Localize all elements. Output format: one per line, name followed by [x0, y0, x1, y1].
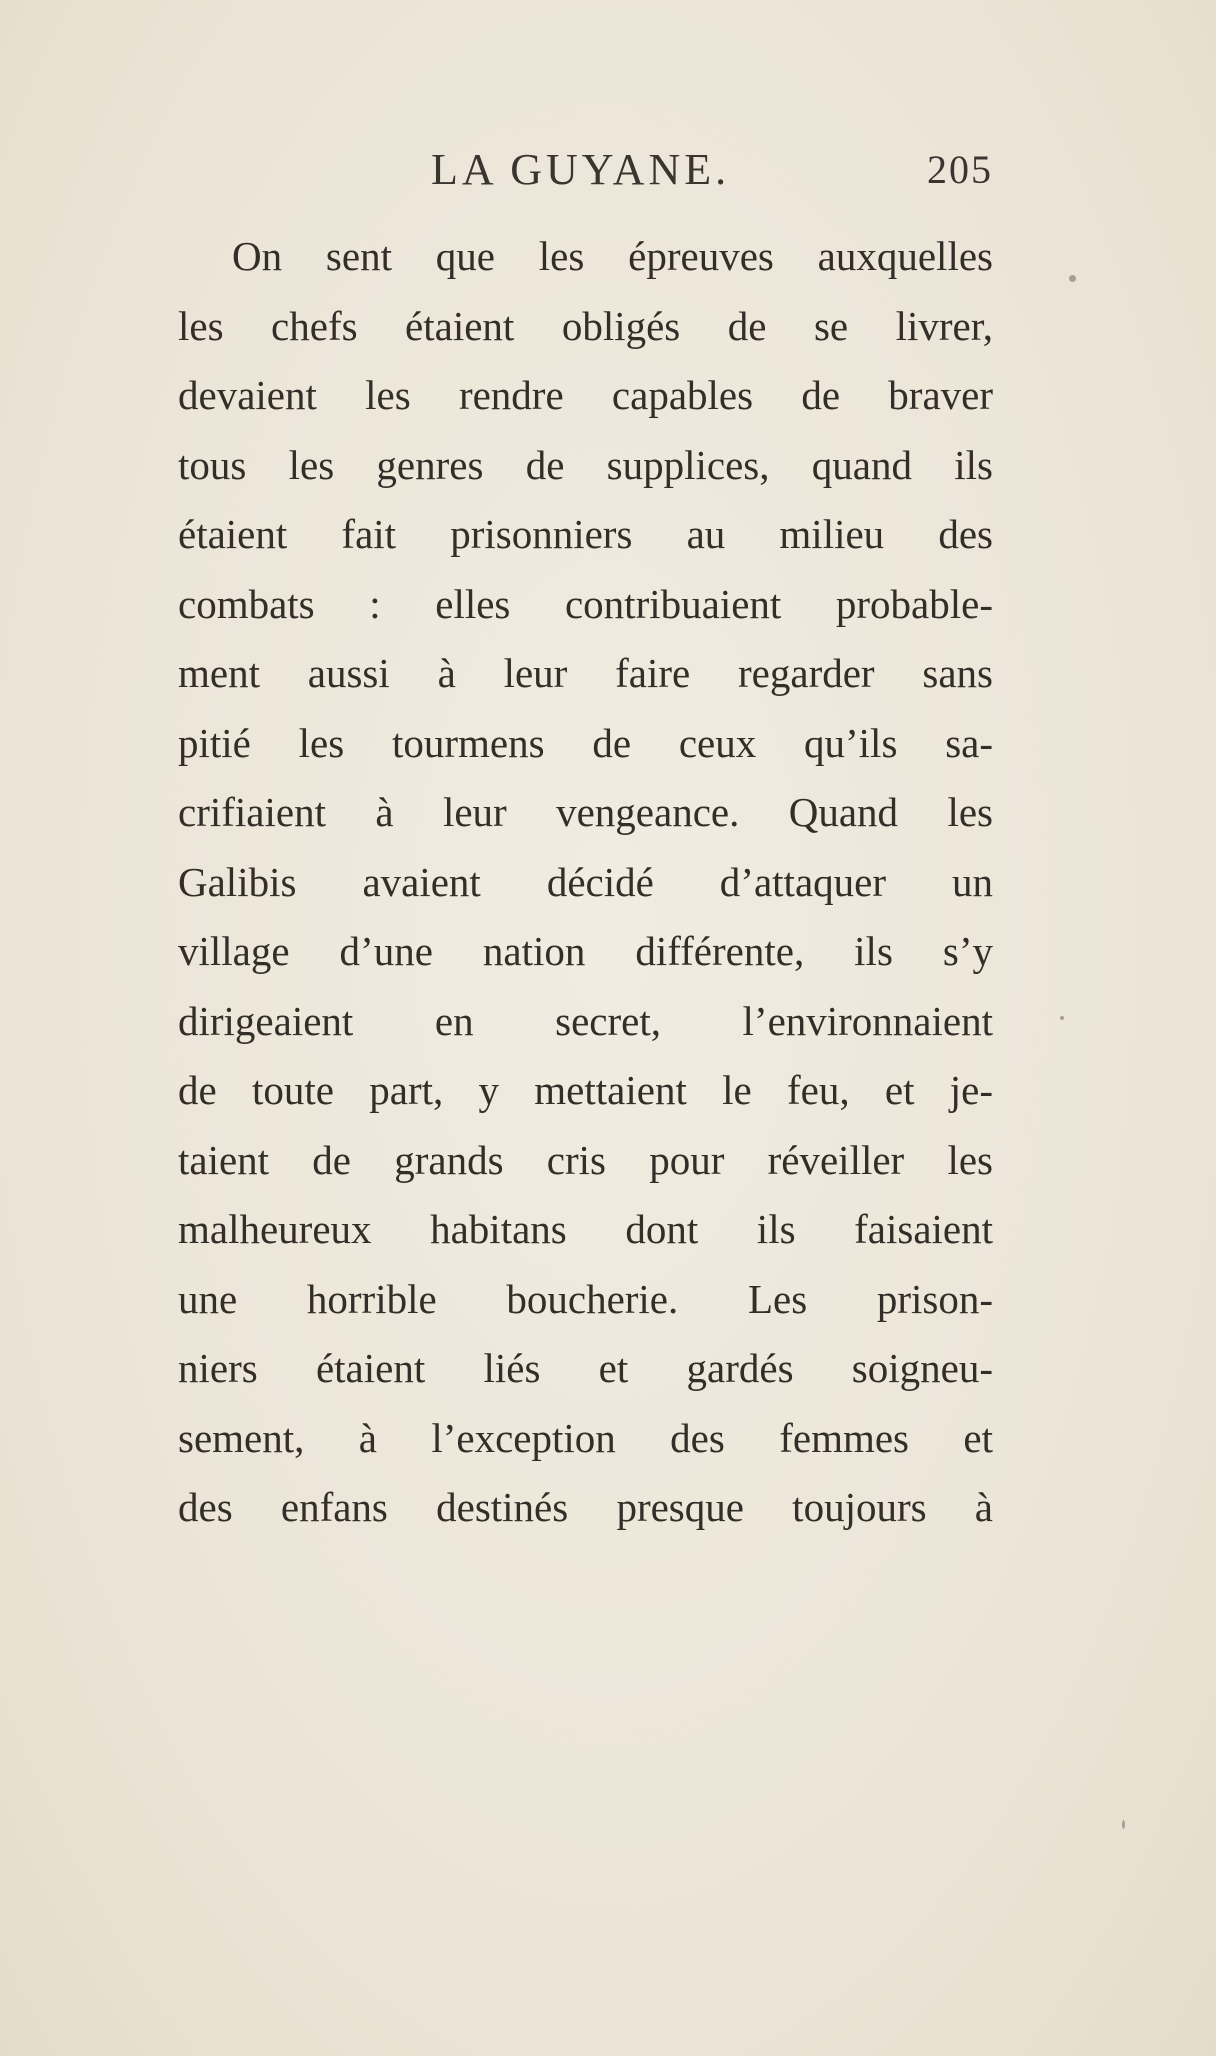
text-line: sement, à l’exception des femmes et — [178, 1414, 993, 1461]
paper-speck — [1122, 1820, 1125, 1829]
text-line: combats : elles contribuaient probable- — [178, 580, 993, 627]
text-line: crifiaient à leur vengeance. Quand les — [178, 789, 993, 835]
text-line: une horrible boucherie. Les prison- — [178, 1275, 993, 1322]
text-line: des enfans destinés presque toujours à — [178, 1484, 993, 1530]
text-line: On sent que les épreuves auxquelles — [232, 233, 993, 279]
text-line: niers étaient liés et gardés soigneu- — [178, 1345, 993, 1391]
text-line: tous les genres de supplices, quand ils — [178, 441, 993, 488]
text-line: Galibis avaient décidé d’attaquer un — [178, 858, 993, 905]
text-line: malheureux habitans dont ils faisaient — [178, 1206, 993, 1252]
text-line: taient de grands cris pour réveiller les — [178, 1136, 993, 1183]
paper-speck — [1060, 1016, 1064, 1020]
text-line: pitié les tourmens de ceux qu’ils sa- — [178, 719, 993, 766]
text-line: devaient les rendre capables de braver — [178, 372, 993, 418]
text-line: étaient fait prisonniers au milieu des — [178, 511, 993, 557]
text-line: de toute part, y mettaient le feu, et je- — [178, 1067, 993, 1113]
paper-speck — [1069, 275, 1076, 282]
text-line: les chefs étaient obligés de se livrer, — [178, 302, 993, 349]
running-title: LA GUYANE. — [431, 145, 731, 194]
text-line: dirigeaient en secret, l’environnaient — [178, 997, 993, 1044]
running-head — [178, 140, 993, 200]
text-line: village d’une nation différente, ils s’y — [178, 928, 993, 974]
body-text — [178, 222, 993, 1543]
text-line: ment aussi à leur faire regarder sans — [178, 650, 993, 696]
page-number: 205 — [927, 147, 993, 192]
